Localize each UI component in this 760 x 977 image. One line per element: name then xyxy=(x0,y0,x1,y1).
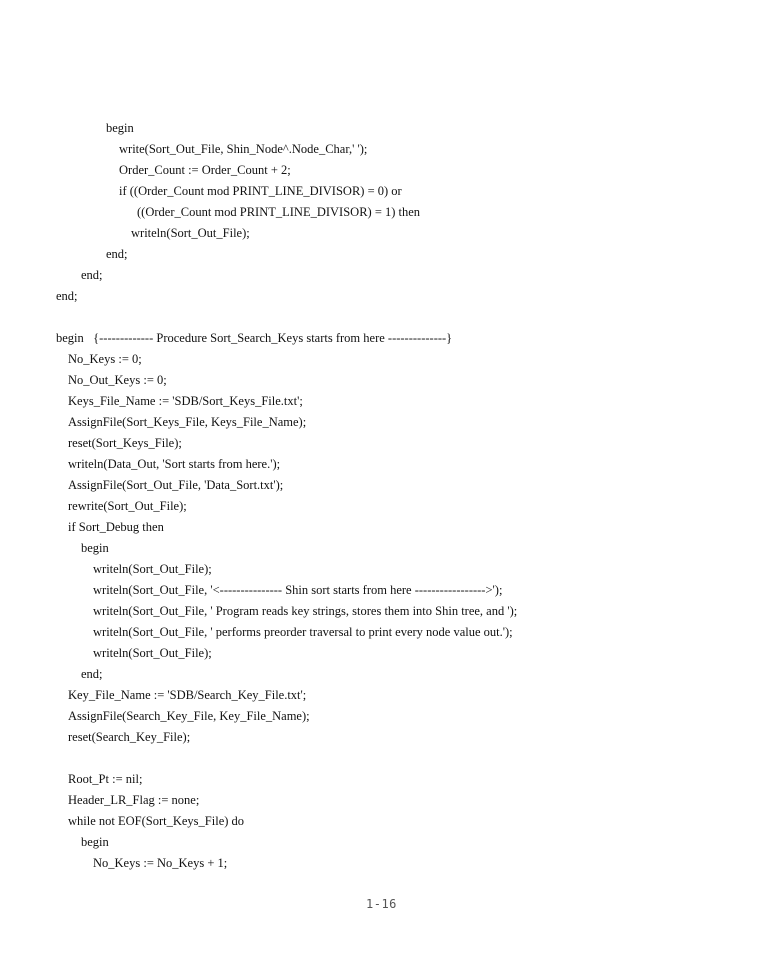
page-number: 1-16 xyxy=(366,897,397,911)
code-line: end; xyxy=(56,289,78,303)
code-line: Header_LR_Flag := none; xyxy=(68,793,200,807)
code-line: Root_Pt := nil; xyxy=(68,772,143,786)
code-line: end; xyxy=(106,247,128,261)
code-line: AssignFile(Sort_Keys_File, Keys_File_Name); xyxy=(68,415,307,429)
code-line: writeln(Sort_Out_File); xyxy=(93,562,212,576)
code-line: reset(Search_Key_File); xyxy=(68,730,191,744)
code-line: if ((Order_Count mod PRINT_LINE_DIVISOR) = 0) or xyxy=(119,184,402,198)
code-line: No_Out_Keys := 0; xyxy=(68,373,167,387)
code-line: while not EOF(Sort_Keys_File) do xyxy=(68,814,245,828)
code-line: writeln(Sort_Out_File, '<--------------- Shin sort starts from here ----------------->'); xyxy=(93,583,503,597)
code-line: AssignFile(Search_Key_File, Key_File_Name); xyxy=(68,709,310,723)
code-line: begin xyxy=(81,835,109,849)
code-line: writeln(Data_Out, 'Sort starts from here.'); xyxy=(68,457,281,471)
code-line: No_Keys := 0; xyxy=(68,352,142,366)
code-line: end; xyxy=(81,268,103,282)
code-line: writeln(Sort_Out_File, ' Program reads key strings, stores them into Shin tree, and '); xyxy=(93,604,518,618)
code-line: rewrite(Sort_Out_File); xyxy=(68,499,187,513)
code-line: begin xyxy=(81,541,109,555)
code-line: ((Order_Count mod PRINT_LINE_DIVISOR) = 1) then xyxy=(137,205,421,219)
code-line: writeln(Sort_Out_File); xyxy=(93,646,212,660)
code-line: reset(Sort_Keys_File); xyxy=(68,436,182,450)
code-line: Order_Count := Order_Count + 2; xyxy=(119,163,291,177)
code-line: writeln(Sort_Out_File); xyxy=(131,226,250,240)
code-line: end; xyxy=(81,667,103,681)
code-line: begin {------------- Procedure Sort_Search_Keys starts from here --------------} xyxy=(56,331,453,345)
code-line: write(Sort_Out_File, Shin_Node^.Node_Char,' '); xyxy=(119,142,368,156)
code-line: writeln(Sort_Out_File, ' performs preorder traversal to print every node value out.'); xyxy=(93,625,513,639)
code-line: if Sort_Debug then xyxy=(68,520,164,534)
code-line: AssignFile(Sort_Out_File, 'Data_Sort.txt'); xyxy=(68,478,284,492)
code-line: begin xyxy=(106,121,134,135)
code-line: Keys_File_Name := 'SDB/Sort_Keys_File.txt'; xyxy=(68,394,303,408)
code-line: Key_File_Name := 'SDB/Search_Key_File.txt'; xyxy=(68,688,307,702)
code-line: No_Keys := No_Keys + 1; xyxy=(93,856,228,870)
